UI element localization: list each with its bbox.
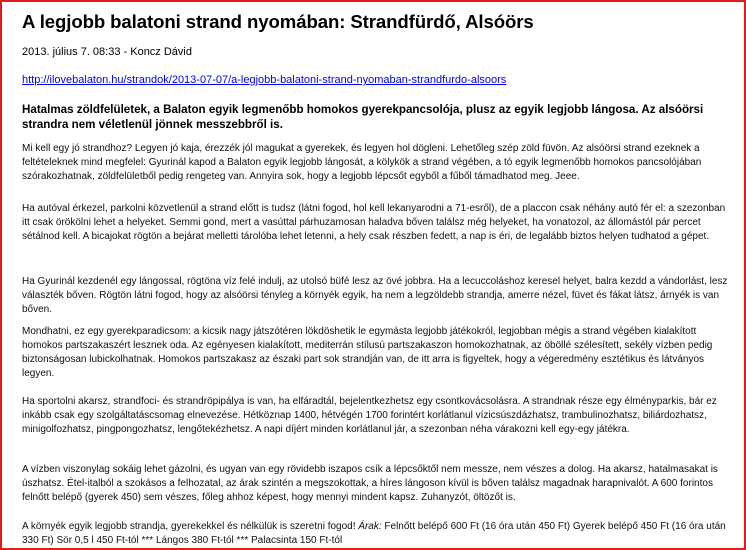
- paragraph-prices: [22, 520, 734, 548]
- paragraph-5: Ha sportolni akarsz, strandfoci- és strandröpipálya is van, ha elfáradtál, bejelentkezhetsz egy csontkovácsolásra. A strandnak része egy élményparkis, bár ez inkább csak egy szolgáltatáscsomag elnevezése. Hétköznap 1400, hétvégén 1700 forintért korlátlanul vízicsúszdázhatsz, trambulinozhatsz, biliárdozhatsz, minigolfozhatsz, pingpongozhatsz, lengőtekézhetsz. A napi díjért minden korlátlanul jár, a szezonban néha várakozni kell egy-egy játékra.: [22, 396, 717, 435]
- prices-list: Felnőtt belépő 600 Ft (16 óra után 450 Ft) Gyerek belépő 450 Ft (16 óra után 330 Ft) Sör 0,5 l 450 Ft-tól *** Lángos 380 Ft-tól *** Palacsinta 150 Ft-tól: [22, 521, 726, 546]
- paragraph-2: Ha autóval érkezel, parkolni közvetlenül a strand előtt is tudsz (látni fogod, hol kell lekanyarodni a 71-esről), de a placcon csak néhány autó fér el: a szezonban itt csak örökölni lehet a helyeket. Semmi gond, mert a vasúttal párhuzamosan haladva bőven találsz még helyeket, ha vonatozol, az állomástól pár percet sétálnod kell. A bicajokat rögtön a bejárat melletti tárolóba lehet letenni, a hely csak részben fedett, a nap is éri, de legalább biztos helyen tudhatod a gépet.: [22, 203, 726, 242]
- paragraph-3: Ha Gyurinál kezdenél egy lángossal, rögtönа víz felé indulj, az utolsó büfé lesz az övé jobbra. Ha a lecuccoláshoz keresel helyet, balra kezdd a vándorlást, lesz választék bőven. Rögtön látni fogod, hogy az alsóörsi tényleg a környék egyik, ha nem a legzöldebb strandja, amerre nézel, füvet és fákat látsz, árnyék is van bőven.: [22, 276, 728, 315]
- paragraph-4: Mondhatni, ez egy gyerekparadicsom: a kicsik nagy játszótéren lökdöshetik le egymásta legjobb játékokról, legjobban mégis a strand végében kialakított homokos partszakaszért lesznek oda. Az egényesen kialakított, mediterrán stílusú partszakaszon homokozhatnak, az öböllé szélesített, sekély vízben pedig biztonságosan lubickolhatnak. Homokos partszakasz az északi part sok strandján van, de itt arra is figyeltek, hogy a végeredmény esztétikus és látványos legyen.: [22, 326, 713, 379]
- article-lead: Hatalmas zöldfelületek, a Balaton egyik legmenőbb homokos gyerekpancsolója, plusz az egyik legjobb lángosa. Az alsóörsi strandra nem véletlenül jönnek messzebbről is.: [22, 103, 704, 131]
- article-url-link[interactable]: http://ilovebalaton.hu/strandok/2013-07-07/a-legjobb-balatoni-strand-nyomaban-strandfurdo-alsoors: [22, 74, 507, 86]
- paragraph-6: A vízben viszonylag sokáig lehet gázolni, és ugyan van egy rövidebb iszapos csík a lépcsőktől nem messze, nem vészes a dolog. Ha akarsz, hatalmasakat is úszhatsz. Étel-italból a szokásos a felhozatal, az árak szintén a megszokottak, a híres lángoson kívül is bőven találsz magadnak harapnivalót. A 600 forintos felnőtt belépő (gyerek 450) sem vészes, főleg ahhoz képest, hogy mennyi mindent kapsz. Zuhanyzót, öltözőt is.: [22, 464, 718, 503]
- paragraph-1: Mi kell egy jó strandhoz? Legyen jó kaja, érezzék jól magukat a gyerekek, és legyen hol dögleni. Lehetőleg szép zöld füvön. Az alsóörsi strand ezeknek a feltételeknek mind megfelel: Gyurinál kapod a Balaton egyik legjobb lángosát, a kölykök a strand végében, a tó egyik legmenőbb homokos pancsolójában szórakozhatnak, zöldfelületből pedig rengeteg van. Annyira sok, hogy a legjobb lépcsőt egyből a fűből támadhatod meg. Jeee.: [22, 143, 702, 182]
- article-meta: 2013. július 7. 08:33 - Koncz Dávid: [22, 46, 192, 58]
- prices-intro: A környék egyik legjobb strandja, gyerekekkel és nélkülük is szeretni fogod!: [22, 521, 359, 532]
- prices-label: Árak:: [358, 521, 382, 532]
- article-title: A legjobb balatoni strand nyomában: Strandfürdő, Alsóörs: [22, 11, 534, 32]
